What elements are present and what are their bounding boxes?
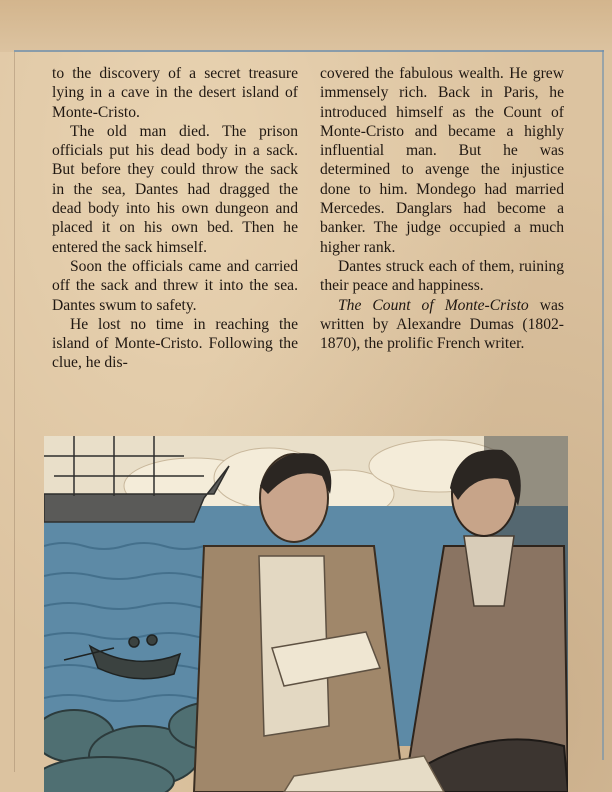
paragraph-dantes-struck: Dantes struck each of them, ruining their peace and happiness. [320, 257, 564, 295]
book-title: The Count of Monte-Cristo [338, 296, 529, 314]
text-column-left [52, 64, 298, 373]
frame-border-right [602, 50, 604, 760]
author-note-text: was written by Alexandre Dumas (1802-1870), the prolific French writer. [320, 296, 565, 353]
frame-border-top [14, 50, 604, 52]
text-column-right [320, 64, 564, 353]
illustration-drawing [44, 436, 568, 792]
paragraph-fabulous-wealth: covered the fabulous wealth. He grew immensely rich. Back in Paris, he introduced himself as the Count of Monte-Cristo and became a highly influential man. But he was determined to avenge the injustice done to him. Mondego had married Mercedes. Danglars had become a banker. The judge occupied a much higher rank. [320, 65, 564, 256]
frame-border-left [14, 52, 15, 772]
paragraph-author-note [320, 296, 564, 354]
paragraph-officials-sack: Soon the officials came and carried off the sack and threw it into the sea. Dantes swum to safety. [52, 257, 298, 314]
paragraph-reaching-island: He lost no time in reaching the island of Monte-Cristo. Following the clue, he dis- [52, 315, 298, 372]
paragraph-treasure: to the discovery of a secret treasure lying in a cave in the desert island of Monte-Cristo. [52, 65, 298, 121]
page-top-margin [0, 0, 612, 52]
paragraph-old-man-died: The old man died. The prison officials put his dead body in a sack. But before they could throw the sack in the sea, Dantes had dragged the dead body into his own dungeon and placed it on his own bed. Then he entered the sack himself. [52, 122, 298, 256]
illustration-panel [44, 436, 568, 792]
